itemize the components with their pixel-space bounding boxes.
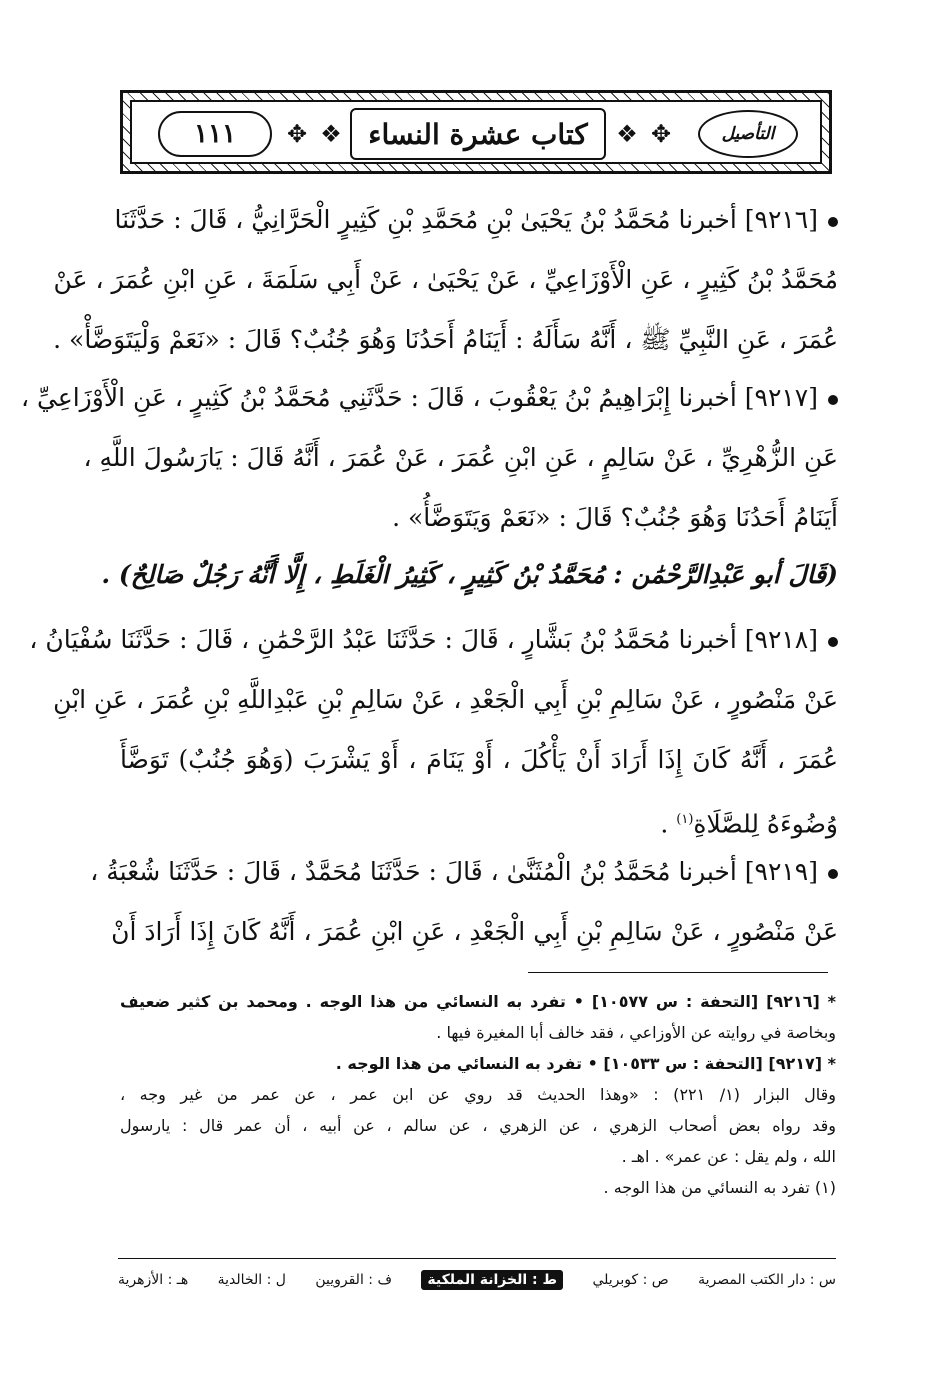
text-line-content: وُضُوءَهُ لِلصَّلَاةِ [693, 809, 838, 839]
text-line-content: [٩٢١٦] أخبرنا مُحَمَّدُ بْنُ يَحْيَىٰ بْنِ مُحَمَّدِ بْنِ كَثِيرٍ الْحَرَّانِيُّ ، قَالَ : حَدَّثَنَا [114, 205, 818, 234]
flourish-icon: ✥ [286, 120, 308, 148]
author-comment [101, 545, 838, 605]
text-line-content: [٩٢١٩] أخبرنا مُحَمَّدُ بْنُ الْمُثَنَّىٰ ، قَالَ : حَدَّثَنَا مُحَمَّدٌ ، قَالَ : حَدَّثَنَا شُعْبَةُ ، [90, 857, 818, 886]
publisher-emblem-text: التأصيل [721, 124, 775, 144]
text-line: عَنِ الزُّهْرِيِّ ، عَنْ سَالِمٍ ، عَنِ ابْنِ عُمَرَ ، عَنْ عُمَرَ ، أَنَّهُ قَالَ : يَارَسُولَ اللَّهِ ، [83, 443, 838, 472]
footnote-line: وقد رواه بعض أصحاب الزهري ، عن الزهري ، عن سالم ، عن أبيه ، أن عمر قال : يارسول [120, 1116, 836, 1135]
footnote-separator [528, 972, 828, 973]
chapter-title-cartouche [350, 108, 606, 160]
legend-item: س : دار الكتب المصرية [698, 1272, 836, 1288]
text-line: عَنْ مَنْصُورٍ ، عَنْ سَالِمِ بْنِ أَبِي الْجَعْدِ ، عَنْ سَالِمِ بْنِ عَبْدِاللَّهِ بْنِ عُمَرَ ، عَنِ ابْنِ [53, 685, 838, 714]
publisher-emblem [698, 110, 798, 158]
footnote-mark[interactable]: (١) [676, 812, 694, 827]
text-line [29, 610, 838, 670]
legend-item-highlighted: ط : الخزانة الملكية [421, 1270, 563, 1290]
bullet-icon [828, 637, 838, 647]
text-line: عُمَرَ ، أَنَّهُ كَانَ إِذَا أَرَادَ أَنْ يَأْكُلَ ، أَوْ يَنَامَ ، أَوْ يَشْرَبَ (وَهُوَ جُنُبٌ) تَوَضَّأَ [120, 745, 838, 774]
text-line: وُضُوءَهُ لِلصَّلَاةِ$^{(١)}$ . [660, 809, 838, 839]
hadith-9219 [90, 842, 838, 962]
text-line [90, 842, 838, 902]
footnote-line: وقال البزار (١/ ٢٢١) : «وهذا الحديث قد روي عن ابن عمر ، عن عمر من غير وجه ، [120, 1085, 837, 1104]
legend-separator [118, 1258, 836, 1259]
hadith-9217 [20, 368, 838, 548]
footnotes [120, 986, 836, 1203]
flourish-icon: ❖ [616, 120, 638, 148]
legend-item: ل : الخالدية [217, 1272, 286, 1288]
footnote-line: وبخاصة في روايته عن الأوزاعي ، فقد خالف أبا المغيرة فيها . [436, 1023, 836, 1042]
page-header [120, 90, 832, 174]
legend-item: هـ : الأزهرية [118, 1272, 189, 1288]
flourish-icon: ✥ [650, 120, 672, 148]
manuscript-legend [118, 1266, 836, 1294]
text-line [20, 368, 838, 428]
legend-item: ف : القرويين [315, 1272, 392, 1288]
text-line: مُحَمَّدُ بْنُ كَثِيرٍ ، عَنِ الْأَوْزَاعِيِّ ، عَنْ يَحْيَىٰ ، عَنْ أَبِي سَلَمَةَ ، عَنِ ابْنِ عُمَرَ ، عَنْ [53, 265, 838, 294]
footnote-line: * [٩٢١٧] [التحفة : س ١٠٥٣٣] • تفرد به النسائي من هذا الوجه . [335, 1054, 836, 1073]
page-number: ١١١ [194, 119, 236, 149]
footnote-line: الله ، ولم يقل : عن عمر» . اهـ . [621, 1147, 836, 1166]
hadith-9218 [29, 610, 838, 850]
text-line: عُمَرَ ، عَنِ النَّبِيِّ ﷺ ، أَنَّهُ سَأَلَهُ : أَيَنَامُ أَحَدُنَا وَهُوَ جُنُبٌ؟ قَالَ : «نَعَمْ وَلْيَتَوَضَّأْ» . [53, 325, 838, 354]
text-line-content: [٩٢١٧] أخبرنا إِبْرَاهِيمُ بْنُ يَعْقُوبَ ، قَالَ : حَدَّثَنِي مُحَمَّدُ بْنُ كَثِيرٍ ، عَنِ الْأَوْزَاعِيِّ ، [20, 383, 818, 412]
bullet-icon [828, 395, 838, 405]
text-line [114, 190, 838, 250]
page-number-cartouche [158, 111, 272, 157]
header-inner-band [130, 100, 822, 164]
legend-item: ص : كوبريلي [592, 1272, 669, 1288]
text-line: أَيَنَامُ أَحَدُنَا وَهُوَ جُنُبٌ؟ قَالَ : «نَعَمْ وَيَتَوَضَّأُ» . [392, 503, 838, 532]
text-line-content: [٩٢١٨] أخبرنا مُحَمَّدُ بْنُ بَشَّارٍ ، قَالَ : حَدَّثَنَا عَبْدُ الرَّحْمَٰنِ ، قَالَ : حَدَّثَنَا سُفْيَانُ ، [29, 625, 818, 654]
hadith-9216 [53, 190, 838, 370]
chapter-title: كتاب عشرة النساء [368, 117, 588, 151]
bullet-icon [828, 217, 838, 227]
text-line: عَنْ مَنْصُورٍ ، عَنْ سَالِمِ بْنِ أَبِي الْجَعْدِ ، عَنِ ابْنِ عُمَرَ ، أَنَّهُ كَانَ إِذَا أَرَادَ أَنْ [111, 917, 838, 946]
footnote-line: (١) تفرد به النسائي من هذا الوجه . [603, 1178, 836, 1197]
footnote-line: * [٩٢١٦] [التحفة : س ١٠٥٧٧] • تفرد به النسائي من هذا الوجه . ومحمد بن كثير ضعيف [120, 992, 837, 1011]
flourish-icon: ❖ [320, 120, 342, 148]
text-line: (قَالَ أبو عَبْدِالرَّحْمَٰن : مُحَمَّدُ بْنُ كَثِيرٍ ، كَثِيرُ الْغَلَطِ ، إِلَّا أَنَّهُ رَجُلٌ صَالِحٌ) . [101, 560, 838, 589]
bullet-icon [828, 869, 838, 879]
